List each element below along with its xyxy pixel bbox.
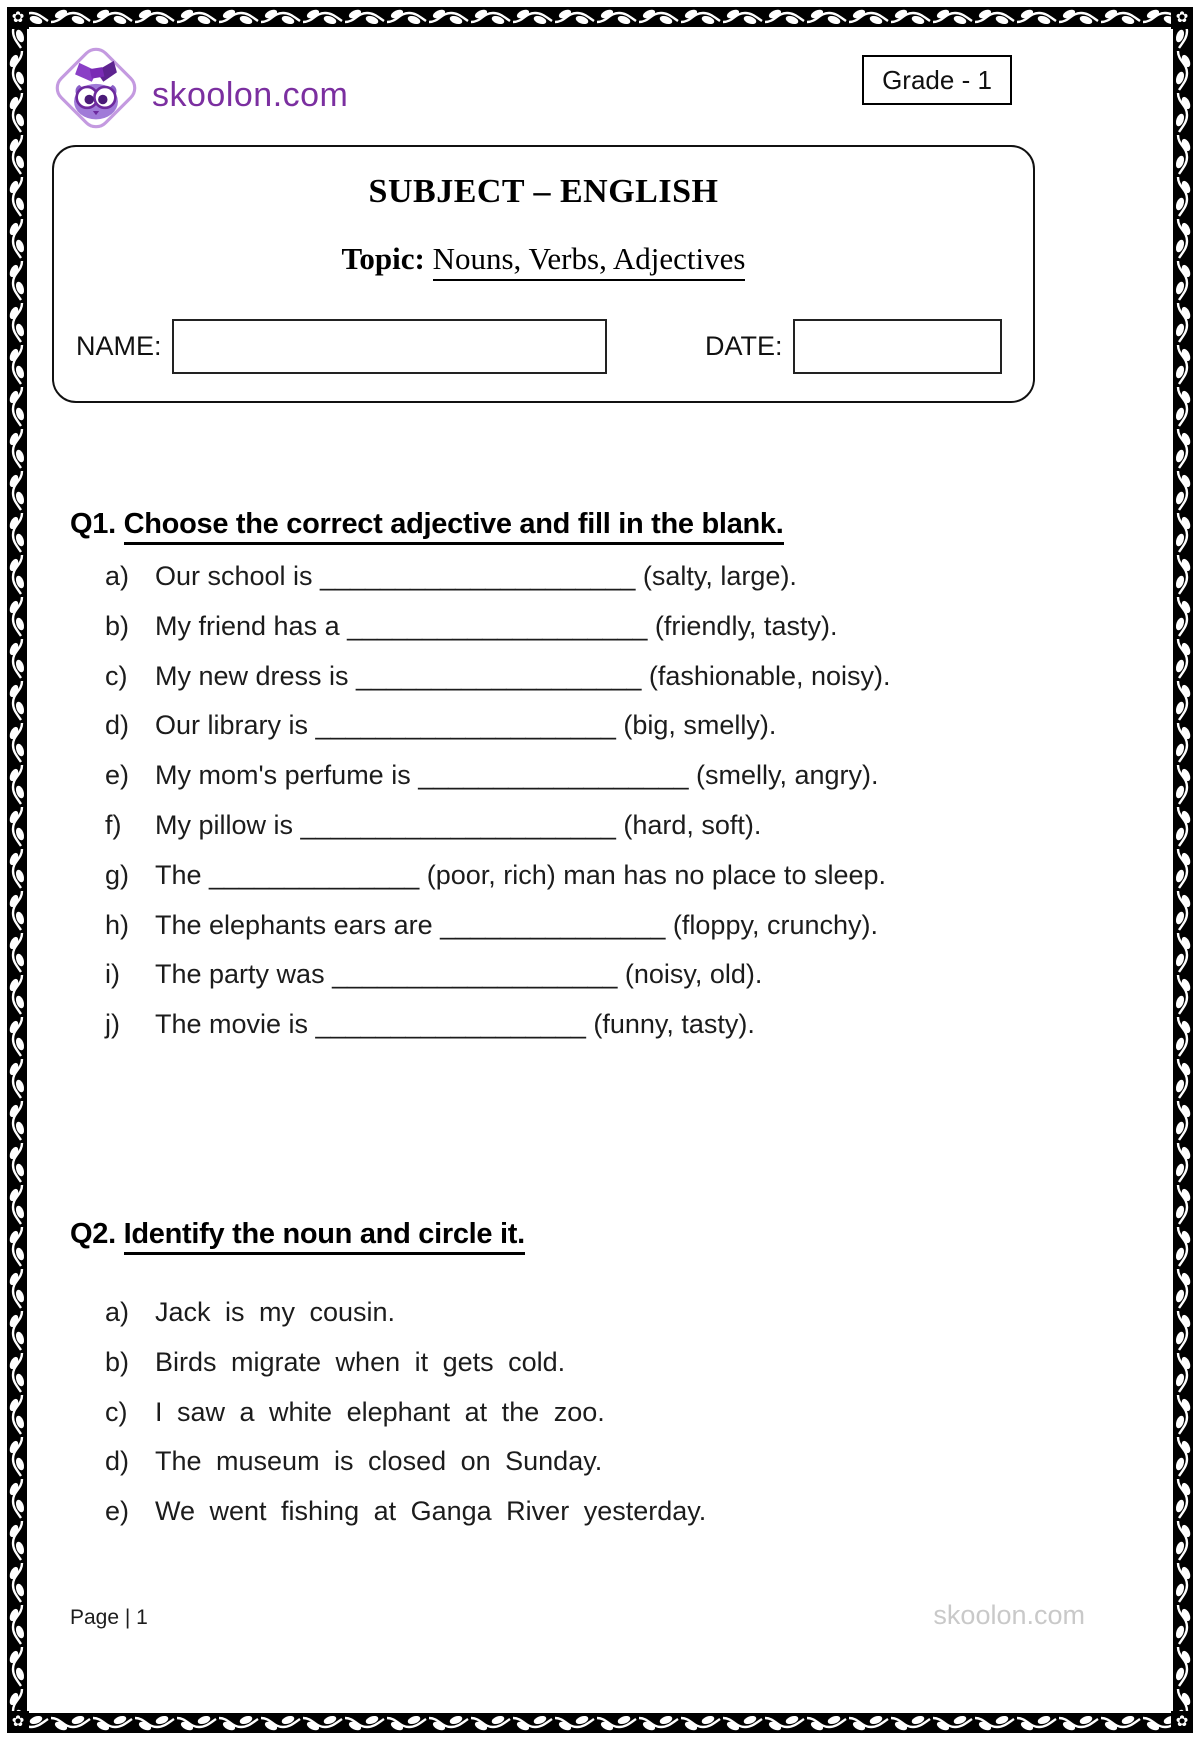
border-bottom <box>7 1713 1193 1733</box>
grade-badge: Grade - 1 <box>862 55 1012 105</box>
border-right <box>1173 7 1193 1733</box>
item-text: My friend has a ____________________ (friendly, tasty). <box>155 610 838 641</box>
item-text: The ______________ (poor, rich) man has no place to sleep. <box>155 859 887 890</box>
item-letter: g) <box>105 859 130 890</box>
q1-heading <box>70 508 784 541</box>
q1-item <box>105 652 1160 702</box>
item-letter: c) <box>105 660 128 691</box>
item-text: I saw a white elephant at the zoo. <box>155 1396 605 1427</box>
worksheet-header-box <box>52 145 1035 403</box>
q2-item-list <box>105 1288 1160 1537</box>
item-text: The elephants ears are _______________ (floppy, crunchy). <box>155 909 878 940</box>
q2-item <box>105 1388 1160 1438</box>
date-input-box[interactable] <box>793 319 1002 374</box>
q1-item <box>105 950 1160 1000</box>
topic-value: Nouns, Verbs, Adjectives <box>433 241 746 281</box>
q1-item <box>105 552 1160 602</box>
border-corner-flower-icon: ✿ <box>1171 7 1193 29</box>
q2-item <box>105 1288 1160 1338</box>
name-input-box[interactable] <box>172 319 607 374</box>
item-text: The party was ___________________ (noisy, old). <box>155 959 763 990</box>
topic-line <box>54 241 1033 277</box>
watermark-text: skoolon.com <box>933 1600 1085 1630</box>
owl-diamond-icon <box>50 42 142 134</box>
item-text: My pillow is _____________________ (hard, soft). <box>155 809 762 840</box>
item-letter: c) <box>105 1396 128 1427</box>
q2-item <box>105 1487 1160 1537</box>
item-letter: a) <box>105 1297 130 1327</box>
item-letter: b) <box>105 610 130 641</box>
subject-title: SUBJECT – ENGLISH <box>368 173 719 210</box>
q1-item-list <box>105 552 1160 1050</box>
item-letter: j) <box>105 1009 120 1040</box>
skoolon-logo <box>50 42 348 134</box>
q2-number: Q2. <box>70 1218 116 1250</box>
q1-heading-text: Choose the correct adjective and fill in the blank. <box>124 508 784 545</box>
logo-text: skoolon.com <box>152 75 349 114</box>
item-text: My new dress is ___________________ (fashionable, noisy). <box>155 660 891 691</box>
item-text: Our school is _____________________ (salty, large). <box>155 561 797 591</box>
q1-item <box>105 701 1160 751</box>
item-text: We went fishing at Ganga River yesterday. <box>155 1496 707 1527</box>
item-text: Jack is my cousin. <box>155 1297 396 1327</box>
q2-heading <box>70 1218 525 1251</box>
item-text: The museum is closed on Sunday. <box>155 1446 603 1477</box>
item-text: Our library is ____________________ (big, smelly). <box>155 710 777 741</box>
border-corner-flower-icon: ✿ <box>1171 1711 1193 1733</box>
q1-item <box>105 801 1160 851</box>
q1-number: Q1. <box>70 508 116 540</box>
item-text: Birds migrate when it gets cold. <box>155 1346 566 1377</box>
q2-heading-text: Identify the noun and circle it. <box>124 1218 525 1255</box>
date-label: DATE: <box>705 331 783 361</box>
item-letter: f) <box>105 809 122 840</box>
item-text: The movie is __________________ (funny, tasty). <box>155 1009 755 1040</box>
q1-item <box>105 751 1160 801</box>
item-letter: e) <box>105 1496 130 1527</box>
page-number: Page | 1 <box>70 1606 148 1629</box>
item-letter: d) <box>105 710 130 741</box>
item-letter: d) <box>105 1446 130 1477</box>
item-letter: h) <box>105 909 130 940</box>
item-letter: a) <box>105 561 130 591</box>
q2-item <box>105 1437 1160 1487</box>
border-left <box>7 7 27 1733</box>
name-label: NAME: <box>76 331 162 361</box>
border-top <box>7 7 1193 27</box>
item-letter: e) <box>105 760 130 791</box>
border-corner-flower-icon: ✿ <box>7 1711 29 1733</box>
item-text: My mom's perfume is __________________ (smelly, angry). <box>155 760 879 791</box>
q1-item <box>105 851 1160 901</box>
q1-item <box>105 901 1160 951</box>
border-corner-flower-icon: ✿ <box>7 7 29 29</box>
topic-label: Topic: <box>341 241 425 276</box>
q1-item <box>105 602 1160 652</box>
q1-item <box>105 1000 1160 1050</box>
item-letter: b) <box>105 1346 130 1377</box>
item-letter: i) <box>105 959 120 990</box>
q2-item <box>105 1338 1160 1388</box>
